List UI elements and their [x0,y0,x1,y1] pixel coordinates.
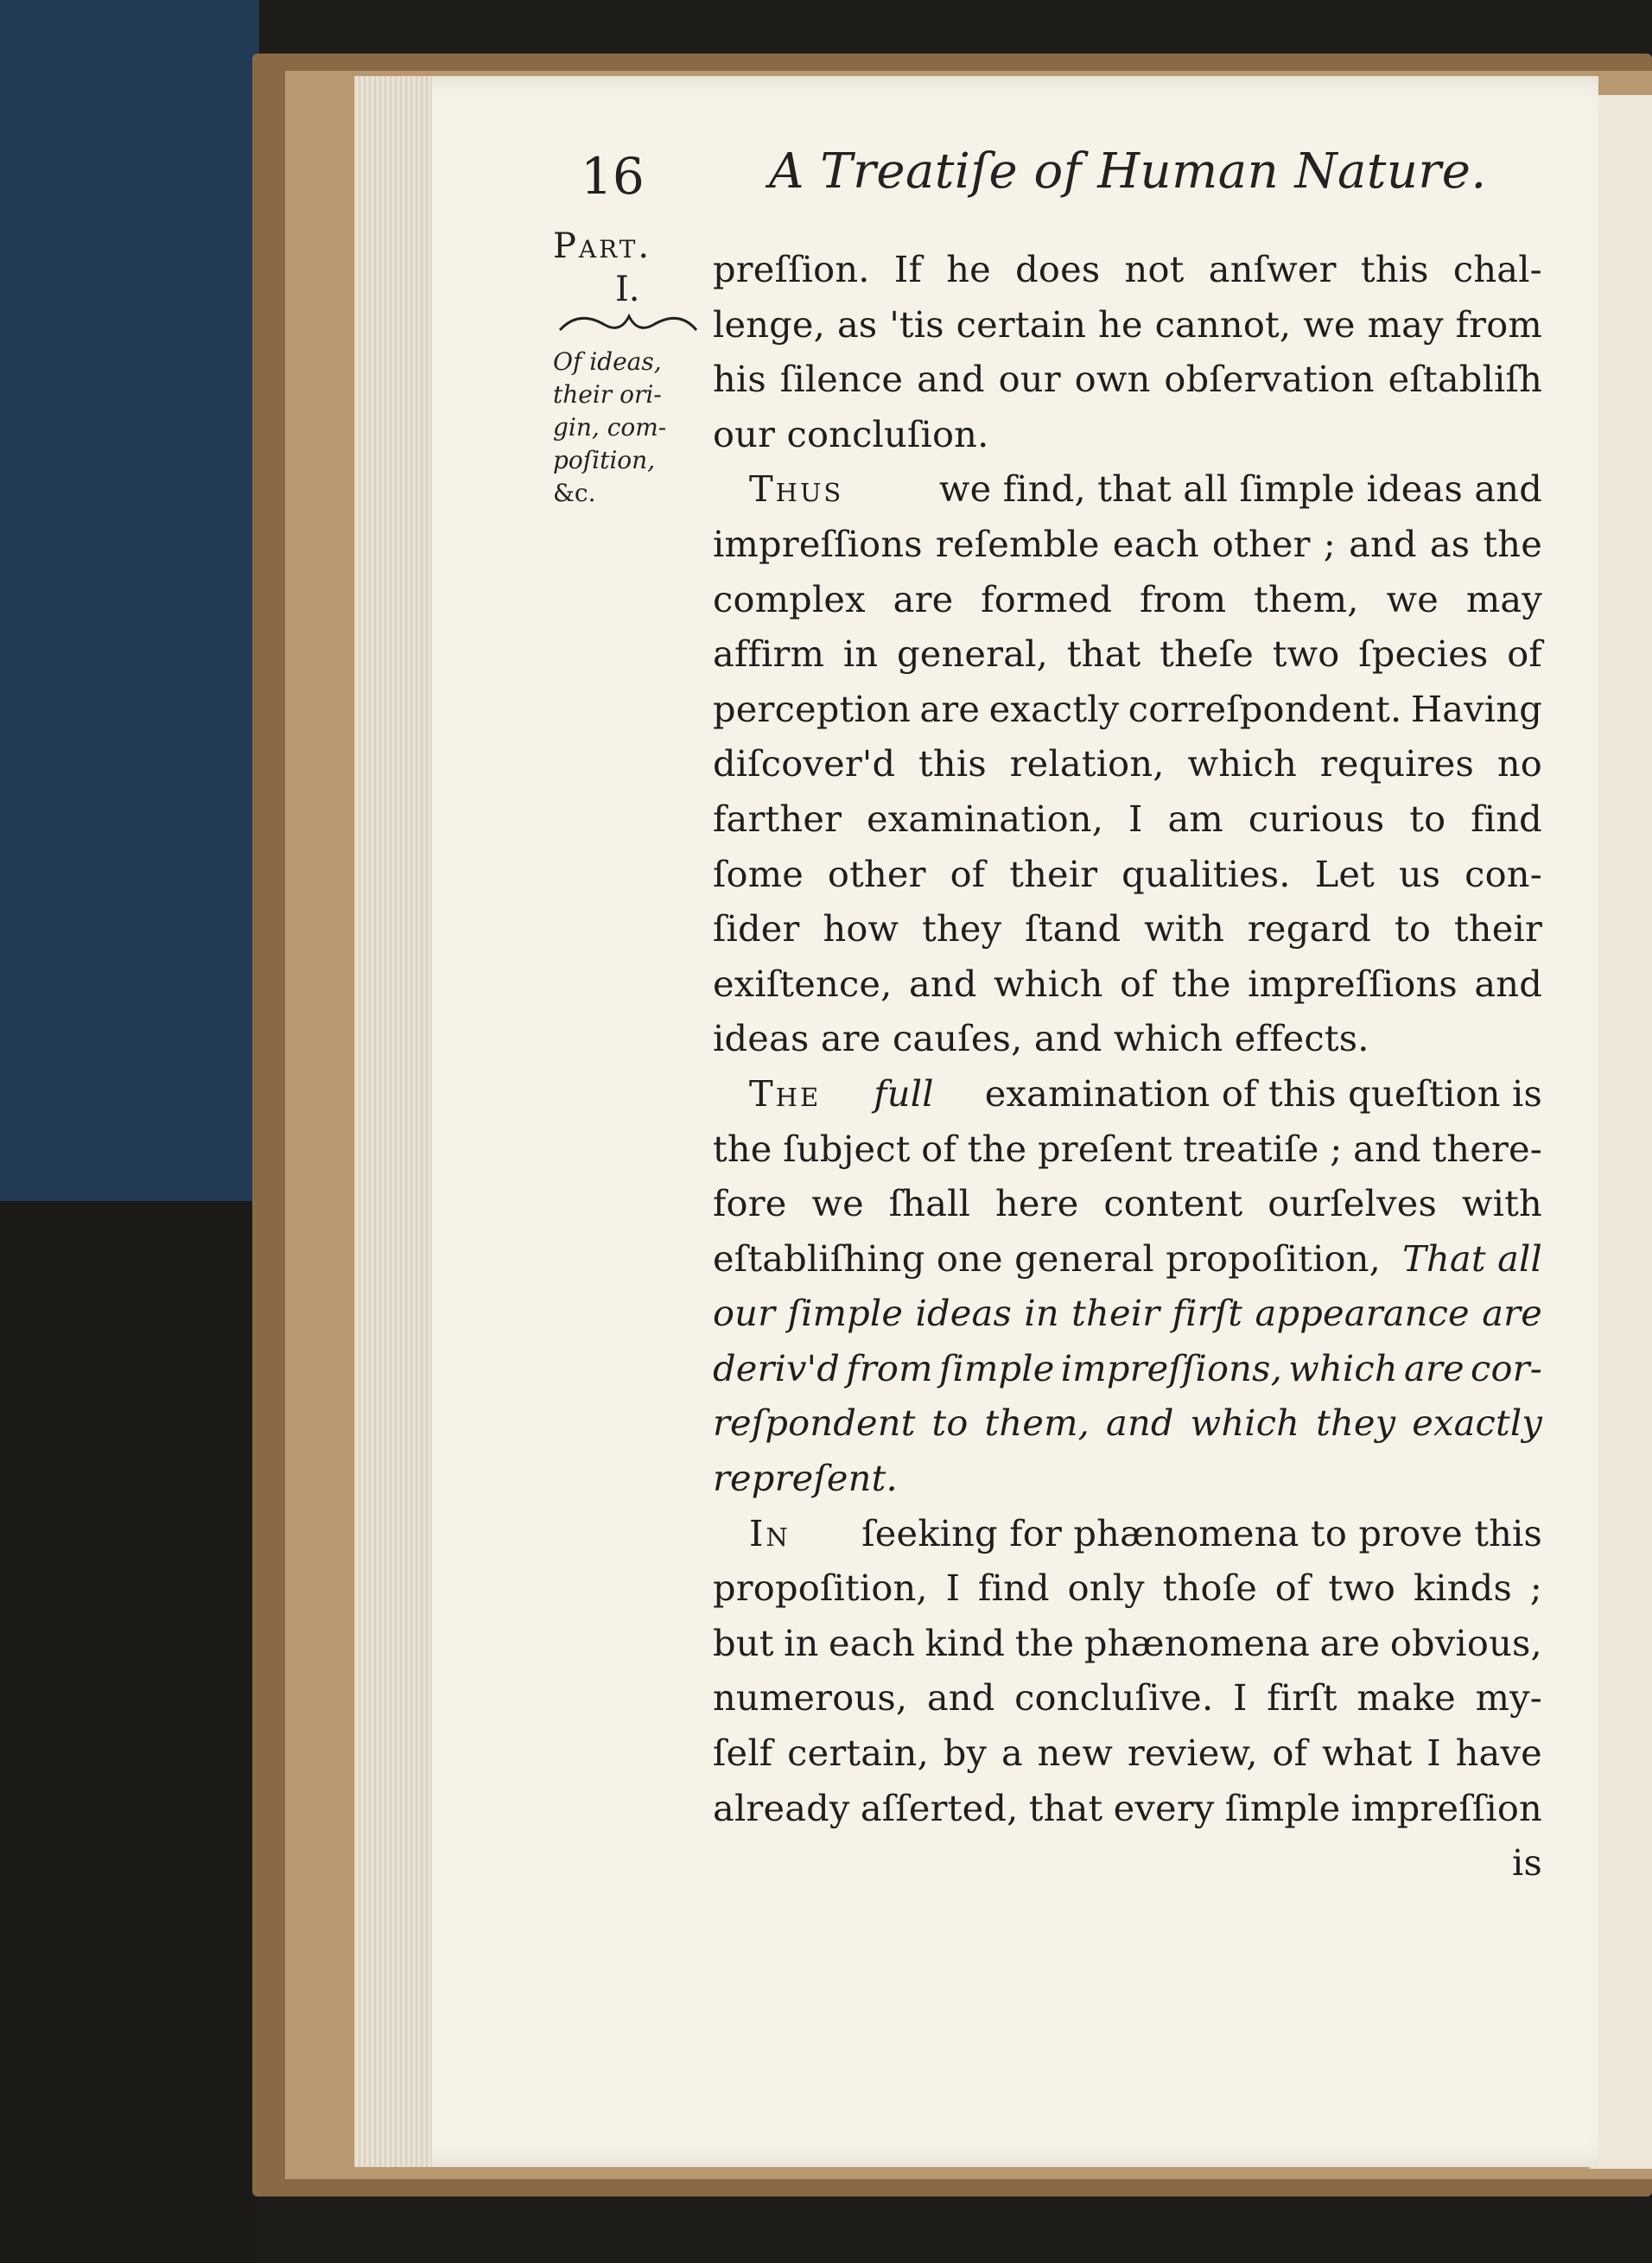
word: other [827,852,926,895]
margin-note-line: their ori- [553,380,662,409]
text-line [713,1122,1542,1177]
word: from [1139,577,1227,620]
word: certain, [787,1732,929,1775]
word: curious [1248,797,1385,840]
word: in [1024,1292,1059,1335]
word: and [1353,1127,1421,1170]
word: my- [1475,1676,1542,1719]
word: eſtabliſh [1388,358,1542,401]
word: exiſtence, [713,962,893,1005]
word: two [1328,1567,1396,1610]
word: kind [924,1621,1006,1664]
word: ſome [713,852,804,895]
word: of [950,852,986,895]
word: which [1187,742,1297,785]
word: here [994,1182,1079,1225]
word: by [943,1732,988,1775]
text-line [713,682,1542,737]
word: treatiſe [1183,1127,1319,1170]
text-span: eſtabliſhing one general propoſition, [713,1236,1382,1280]
word: new [1037,1732,1114,1775]
word: preſent [1037,1127,1172,1170]
word: he [946,248,991,290]
word: ſimple [787,1292,904,1335]
text-line-italic: repreſent. [713,1457,898,1500]
page-edges [354,76,432,2167]
word: this [918,742,987,785]
part-number: I. [615,270,640,309]
word: to [931,1402,969,1445]
word: of [1507,632,1542,676]
word: already [713,1786,850,1829]
backdrop-blue-region [0,0,259,1201]
word: other [1211,522,1311,565]
margin-note-line: Of ideas, [553,347,662,376]
text-line-italic [713,1395,1542,1451]
text-span: we find, that all ſimple ideas and [938,467,1542,511]
text-span-italic: That all [1402,1236,1542,1280]
word: ſelf [713,1732,773,1775]
word: us [1398,852,1441,895]
word: reſpondent [713,1402,916,1445]
word: complex [713,577,866,620]
word: Let [1314,852,1375,895]
word: find [1471,797,1542,840]
word: farther [713,797,842,840]
word: ſubject [783,1127,911,1170]
word: with [1144,907,1225,950]
word: appearance [1255,1292,1470,1335]
paragraph-lead-word: Thus [749,467,844,511]
word: from [1455,302,1542,346]
word: may [1367,302,1444,346]
word: kinds [1413,1567,1512,1610]
word: ſpecies [1358,632,1489,676]
paragraph-first-line [713,1066,1542,1122]
paragraph-first-line [713,461,1542,517]
word: certain [956,302,1087,346]
word: fore [713,1182,787,1225]
word: but [713,1621,774,1664]
word: a [1001,1732,1023,1775]
word: general, [896,632,1049,676]
word: and [1106,1402,1174,1445]
word: our [713,1292,776,1335]
word: have [1455,1732,1542,1775]
word: ſhall [888,1182,971,1225]
word: what [1322,1732,1413,1775]
word: firſt [1172,1292,1243,1335]
word: ſtand [1025,907,1121,950]
word: of [1119,962,1155,1005]
margin-note [553,226,700,510]
word: of [1272,1732,1308,1775]
word: ; [1323,522,1336,565]
word: impreſſions, [1060,1346,1282,1389]
word: the [1172,962,1231,1005]
word: this [1360,248,1429,290]
word: formed [981,577,1113,620]
word: there- [1432,1127,1542,1170]
text-span: ſeeking for phænomena to prove this [861,1511,1542,1554]
word: the [1014,1621,1075,1664]
margin-note-text [553,346,700,510]
word: I [1426,1732,1441,1775]
word: which [1288,1346,1398,1389]
word: con- [1465,852,1542,895]
word: of [1274,1567,1311,1610]
word: impreſſions [713,522,923,565]
word: find [978,1567,1050,1610]
margin-note-line: poſition, [553,446,656,474]
word: obſervation [1164,358,1375,401]
word: and [917,358,985,401]
word: and [1349,522,1417,565]
text-line [713,1176,1542,1231]
text-line [713,957,1542,1012]
word: review, [1127,1732,1258,1775]
word: anſwer [1208,248,1337,290]
word: theſe [1160,632,1254,676]
word: diſcover'd [713,742,896,785]
word: 'tis [889,302,944,346]
word: examination, [867,797,1104,840]
word: are [1482,1292,1542,1335]
word: ſilence [779,358,904,401]
word: them, [1254,577,1359,620]
word: ideas [915,1292,1012,1335]
word: they [922,907,1002,950]
word: he [1098,302,1143,346]
text-line [713,736,1542,791]
word: his [713,358,766,401]
word: that [1066,632,1141,676]
word: each [1112,522,1199,565]
word: their [1453,907,1542,950]
word: deriv'd [713,1346,841,1389]
margin-note-line: &c. [553,479,596,507]
word: their [1071,1292,1160,1335]
word: If [893,248,923,290]
word: ; [1529,1567,1542,1610]
word: cannot, [1154,302,1292,346]
part-label: Part. [553,226,652,266]
text-line [713,517,1542,572]
word: each [829,1621,916,1664]
word: the [967,1127,1027,1170]
word: numerous, [713,1676,908,1719]
word: lenge, [713,302,826,346]
word: that [1028,1786,1103,1829]
text-line [713,847,1542,902]
word: chal- [1452,248,1542,290]
running-head: A Treatiſe of Human Nature. [769,143,1487,200]
word: propoſition, [713,1567,928,1610]
word: aſſerted, [860,1786,1019,1829]
text-line [713,1561,1542,1616]
text-line: our concluſion. [713,412,989,455]
word: which [994,962,1103,1005]
text-span: examination of this queſtion is [984,1071,1542,1115]
word: their [1009,852,1098,895]
word: in [842,632,879,676]
word: we [1386,577,1439,620]
text-line [713,626,1542,682]
text-line-italic [713,1286,1542,1341]
word: of [921,1127,957,1170]
paragraph-lead-word: In [749,1511,791,1554]
word: not [1124,248,1185,290]
word: only [1067,1567,1145,1610]
paragraph-first-line [713,1506,1542,1561]
word: with [1461,1182,1542,1225]
word: I [1232,1676,1248,1719]
text-line [713,572,1542,627]
text-line [713,791,1542,847]
word: and [1474,962,1542,1005]
word: and [926,1676,995,1719]
word: the [1483,522,1542,565]
word: reſemble [935,522,1100,565]
word: our [998,358,1061,401]
text-line-italic [713,1341,1542,1396]
page-number: 16 [581,147,645,206]
word: thoſe [1162,1567,1257,1610]
word: exactly [988,687,1120,730]
word: I [945,1567,961,1610]
word: requires [1319,742,1475,785]
text-span-italic: full [874,1071,934,1115]
word: we [1303,302,1356,346]
word: phænomena [1083,1621,1311,1664]
word: impreſſions [1248,962,1458,1005]
word: Having [1410,687,1542,730]
word: every [1113,1786,1215,1829]
word: ſimple [1224,1786,1341,1829]
word: obvious, [1389,1621,1542,1664]
word: own [1074,358,1151,401]
word: they [1316,1402,1396,1445]
word: as [1429,522,1471,565]
body-text [713,242,1542,1891]
word: how [823,907,899,950]
word: impreſſion [1350,1786,1542,1829]
word: we [811,1182,864,1225]
word: correſpondent. [1128,687,1402,730]
word: are [919,687,981,730]
text-line [713,297,1542,353]
word: ourſelves [1268,1182,1438,1225]
word: may [1465,577,1542,620]
word: I [1128,797,1143,840]
text-line [713,1781,1542,1836]
word: the [713,1127,772,1170]
word: no [1496,742,1542,785]
word: regard [1247,907,1372,950]
text-line [713,901,1542,957]
word: ; [1330,1127,1343,1170]
word: to [1395,907,1432,950]
word: two [1272,632,1340,676]
text-line [713,1670,1542,1726]
word: are [893,577,954,620]
text-line [713,352,1542,407]
word: them, [984,1402,1090,1445]
word: relation, [1009,742,1165,785]
text-line [713,1616,1542,1671]
word: qualities. [1121,852,1291,895]
word: concluſive. [1014,1676,1214,1719]
word: content [1103,1182,1243,1225]
word: which [1190,1402,1300,1445]
backdrop-dark-region [0,1201,259,2263]
word: ſimple [938,1346,1055,1389]
text-line [713,242,1542,297]
word: cor- [1471,1346,1542,1389]
word: to [1409,797,1446,840]
text-line: ideas are cauſes, and which effects. [713,1017,1369,1060]
word: am [1167,797,1223,840]
word: as [836,302,878,346]
word: exactly [1412,1402,1542,1445]
word: from [846,1346,933,1389]
catchword: is [1512,1841,1542,1885]
word: firſt [1267,1676,1337,1719]
word: affirm [713,632,825,676]
paragraph-lead-word: The [749,1071,822,1115]
word: ſider [713,907,800,950]
margin-note-line: gin, com- [553,413,667,442]
word: and [908,962,977,1005]
word: preſſion. [713,248,870,290]
word: perception [713,687,911,730]
word: are [1319,1621,1381,1664]
word: are [1404,1346,1465,1389]
word: make [1357,1676,1456,1719]
text-line [713,1726,1542,1781]
word: in [784,1621,819,1664]
word: does [1015,248,1101,290]
brace-ornament-icon [553,304,700,342]
text-line [713,1231,1542,1287]
